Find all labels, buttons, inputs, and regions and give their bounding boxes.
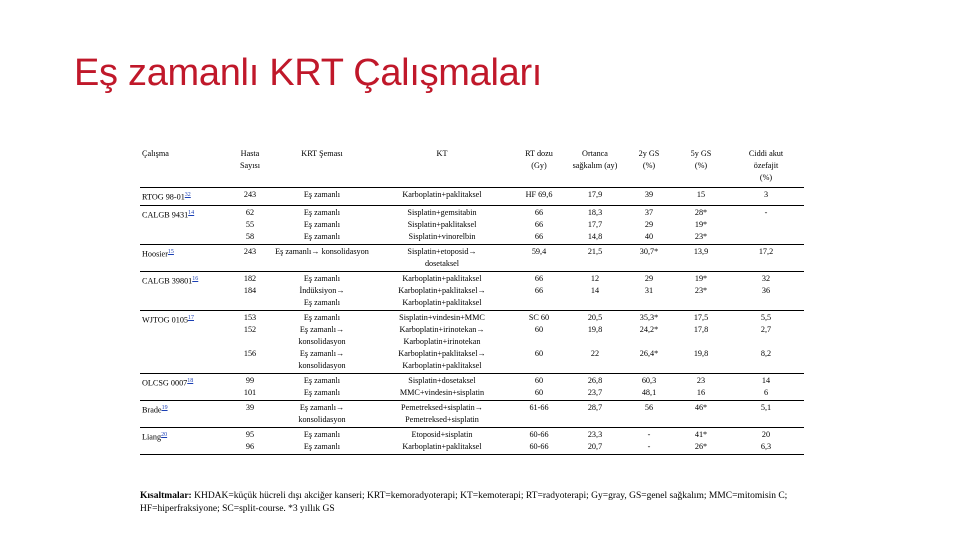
header-line: sağkalım (ay): [572, 161, 618, 170]
cell-value: Eş zamanlı→: [299, 348, 345, 358]
cell-value: Sisplatin+etoposid→: [407, 246, 477, 256]
cell-value: 17,7: [587, 219, 603, 229]
cell-value: Sisplatin+vinorelbin: [408, 231, 476, 241]
cell-value: [229, 336, 271, 348]
cell-value: 18,3: [587, 207, 603, 217]
cell-value: 23: [696, 375, 706, 385]
os-5y-cell: [674, 188, 728, 206]
cell-value: Etoposid+sisplatin: [411, 429, 473, 439]
patients-cell: [228, 427, 272, 454]
header-line: (Gy): [531, 161, 547, 170]
median-survival-cell: [566, 400, 624, 427]
cell-value: Eş zamanlı: [303, 312, 341, 322]
study-name: RTOG 98-01: [142, 192, 185, 202]
cell-value: 61-66: [529, 402, 549, 412]
study-name-cell: [140, 400, 228, 427]
esophagitis-cell: [728, 373, 804, 400]
cell-value: 243: [243, 246, 257, 256]
cell-value: 66: [534, 207, 544, 217]
cell-value: Pemetreksed+sisplatin: [405, 414, 479, 424]
table-row: [140, 400, 804, 427]
esophagitis-cell: [728, 310, 804, 373]
cell-value: 19*: [694, 219, 708, 229]
cell-value: -: [764, 207, 768, 217]
studies-table: [140, 146, 804, 455]
cell-value: 19*: [694, 273, 708, 283]
os-2y-cell: [624, 271, 674, 310]
cell-value: 6,3: [760, 441, 772, 451]
cell-value: Karboplatin+paklitaksel: [402, 441, 482, 451]
cell-value: 59,4: [531, 246, 547, 256]
cell-value: Karboplatin+paklitaksel: [402, 273, 482, 283]
cell-value: 17,8: [693, 324, 709, 334]
cell-value: Eş zamanlı: [303, 207, 341, 217]
rt-dose-cell: [512, 373, 566, 400]
slide-title: Eş zamanlı KRT Çalışmaları: [74, 52, 543, 94]
cell-value: 56: [644, 402, 654, 412]
header-patients: [228, 146, 272, 188]
cell-value: 22: [590, 348, 600, 358]
cell-value: Sisplatin+paklitaksel: [407, 219, 477, 229]
table-row: [140, 244, 804, 271]
header-study: [140, 146, 228, 188]
cell-value: 39: [245, 402, 255, 412]
median-survival-cell: [566, 205, 624, 244]
cell-value: 20,7: [587, 441, 603, 451]
table-row: [140, 188, 804, 206]
cell-value: 60: [534, 324, 544, 334]
header-os-2y: [624, 146, 674, 188]
median-survival-cell: [566, 188, 624, 206]
chemo-cell: [372, 244, 512, 271]
cell-value: MMC+vindesin+sisplatin: [399, 387, 485, 397]
cell-value: 37: [644, 207, 654, 217]
patients-cell: [228, 310, 272, 373]
header-line: KRT Şeması: [301, 149, 343, 158]
schema-cell: [272, 400, 372, 427]
table-row: [140, 271, 804, 310]
rt-dose-cell: [512, 310, 566, 373]
study-name-cell: [140, 310, 228, 373]
cell-value: Eş zamanlı→ konsolidasyon: [275, 246, 369, 256]
schema-cell: [272, 271, 372, 310]
table-header-row: [140, 146, 804, 188]
os-5y-cell: [674, 427, 728, 454]
cell-value: 66: [534, 273, 544, 283]
median-survival-cell: [566, 271, 624, 310]
study-name-cell: [140, 188, 228, 206]
os-5y-cell: [674, 310, 728, 373]
rt-dose-cell: [512, 188, 566, 206]
cell-value: 26,8: [587, 375, 603, 385]
cell-value: 156: [243, 348, 257, 358]
cell-value: 6: [763, 387, 769, 397]
cell-value: 3: [763, 190, 769, 199]
header-line: (%): [694, 161, 708, 170]
chemo-cell: [372, 310, 512, 373]
cell-value: 101: [243, 387, 257, 397]
study-name: WJTOG 0105: [142, 315, 189, 325]
cell-value: Eş zamanlı: [303, 219, 341, 229]
rt-dose-cell: [512, 244, 566, 271]
cell-value: 28*: [694, 207, 708, 217]
cell-value: 17,9: [587, 190, 603, 199]
median-survival-cell: [566, 427, 624, 454]
cell-value: 153: [243, 312, 257, 322]
patients-cell: [228, 244, 272, 271]
esophagitis-cell: [728, 427, 804, 454]
cell-value: 2,7: [760, 324, 772, 334]
cell-value: Eş zamanlı: [303, 273, 341, 283]
rt-dose-cell: [512, 271, 566, 310]
cell-value: 13,9: [693, 246, 709, 256]
cell-value: 23*: [694, 231, 708, 241]
header-chemo: [372, 146, 512, 188]
cell-value: Eş zamanlı→: [299, 324, 345, 334]
cell-value: 23,3: [587, 429, 603, 439]
schema-cell: [272, 427, 372, 454]
esophagitis-cell: [728, 205, 804, 244]
chemo-cell: [372, 400, 512, 427]
patients-cell: [228, 188, 272, 206]
cell-value: 99: [245, 375, 255, 385]
cell-value: 66: [534, 219, 544, 229]
schema-cell: [272, 188, 372, 206]
cell-value: Karboplatin+paklitaksel→: [398, 285, 486, 295]
header-rt-dose: [512, 146, 566, 188]
os-2y-cell: [624, 310, 674, 373]
cell-value: Sisplatin+vindesin+MMC: [399, 312, 485, 322]
cell-value: 19,8: [693, 348, 709, 358]
cell-value: konsolidasyon: [298, 360, 346, 370]
patients-cell: [228, 205, 272, 244]
cell-value: 60-66: [529, 429, 549, 439]
cell-value: Karboplatin+irinotekan: [403, 336, 481, 346]
study-name: Hoosier: [142, 249, 168, 259]
cell-value: 17,2: [758, 246, 774, 256]
cell-value: -: [647, 429, 651, 439]
cell-value: Pemetreksed+sisplatin→: [401, 402, 483, 412]
cell-value: İndüksiyon→: [299, 285, 345, 295]
footnote-lead: Kısaltmalar:: [140, 491, 192, 501]
cell-value: HF 69,6: [525, 190, 553, 199]
cell-value: [729, 336, 803, 348]
cell-value: [625, 336, 673, 348]
table-row: [140, 205, 804, 244]
esophagitis-cell: [728, 271, 804, 310]
chemo-cell: [372, 427, 512, 454]
cell-value: [675, 336, 727, 348]
header-os-5y: [674, 146, 728, 188]
cell-value: Sisplatin+dosetaksel: [408, 375, 476, 385]
header-line: KT: [436, 149, 448, 158]
cell-value: 12: [590, 273, 600, 283]
cell-value: 5,5: [760, 312, 772, 322]
cell-value: 17,5: [693, 312, 709, 322]
cell-value: 29: [644, 219, 654, 229]
cell-value: 26,4*: [639, 348, 659, 358]
cell-value: [513, 336, 565, 348]
cell-value: Eş zamanlı: [303, 231, 341, 241]
reference-link[interactable]: 32: [184, 192, 191, 198]
cell-value: Eş zamanlı: [303, 441, 341, 451]
median-survival-cell: [566, 244, 624, 271]
median-survival-cell: [566, 310, 624, 373]
esophagitis-cell: [728, 188, 804, 206]
reference-link[interactable]: 18: [187, 377, 194, 384]
cell-value: 29: [644, 273, 654, 283]
cell-value: SC 60: [528, 312, 550, 322]
footnote-text: KHDAK=küçük hücreli dışı akciğer kanseri; KRT=kemoradyoterapi; KT=kemoterapi; RT=radyoterapi; Gy=gray, GS=genel sağkalım; MMC=mitomisin C; HF=hiperfraksiyone; SC=split-course. *3 yıllık GS: [140, 491, 788, 514]
os-2y-cell: [624, 188, 674, 206]
cell-value: 21,5: [587, 246, 603, 256]
header-line: (%): [642, 161, 656, 170]
esophagitis-cell: [728, 400, 804, 427]
table-row: [140, 373, 804, 400]
header-line: 5y GS: [690, 149, 712, 158]
study-name: Liang: [142, 432, 162, 442]
header-line: Ciddi akut: [748, 149, 784, 158]
cell-value: konsolidasyon: [298, 336, 346, 346]
chemo-cell: [372, 188, 512, 206]
cell-value: 19,8: [587, 324, 603, 334]
schema-cell: [272, 244, 372, 271]
cell-value: Sisplatin+gemsitabin: [407, 207, 477, 217]
cell-value: 32: [761, 273, 771, 283]
cell-value: 66: [534, 231, 544, 241]
table-row: [140, 427, 804, 454]
schema-cell: [272, 310, 372, 373]
chemo-cell: [372, 205, 512, 244]
cell-value: Karboplatin+paklitaksel: [402, 360, 482, 370]
cell-value: 55: [245, 219, 255, 229]
study-name-cell: [140, 244, 228, 271]
os-2y-cell: [624, 205, 674, 244]
cell-value: 95: [245, 429, 255, 439]
study-name-cell: [140, 271, 228, 310]
cell-value: 58: [245, 231, 255, 241]
os-5y-cell: [674, 400, 728, 427]
header-esophagitis: [728, 146, 804, 188]
schema-cell: [272, 373, 372, 400]
cell-value: 184: [243, 285, 257, 295]
cell-value: 31: [644, 285, 654, 295]
cell-value: 5,1: [760, 402, 772, 412]
header-median-survival: [566, 146, 624, 188]
header-line: Hasta: [240, 149, 260, 158]
cell-value: Karboplatin+irinotekan→: [399, 324, 485, 334]
patients-cell: [228, 400, 272, 427]
cell-value: 24,2*: [639, 324, 659, 334]
table-row: [140, 310, 804, 373]
cell-value: dosetaksel: [424, 258, 460, 268]
header-line: (%): [759, 173, 773, 182]
os-5y-cell: [674, 205, 728, 244]
schema-cell: [272, 205, 372, 244]
cell-value: Karboplatin+paklitaksel→: [398, 348, 486, 358]
os-5y-cell: [674, 244, 728, 271]
rt-dose-cell: [512, 205, 566, 244]
cell-value: 46*: [694, 402, 708, 412]
cell-value: 30,7*: [639, 246, 659, 256]
cell-value: [567, 336, 623, 348]
abbreviations-footnote: [140, 490, 820, 516]
os-2y-cell: [624, 373, 674, 400]
rt-dose-cell: [512, 427, 566, 454]
chemo-cell: [372, 373, 512, 400]
reference-link[interactable]: 19: [161, 404, 168, 411]
cell-value: 14: [761, 375, 771, 385]
cell-value: 26*: [694, 441, 708, 451]
header-line: Sayısı: [239, 161, 261, 170]
os-5y-cell: [674, 373, 728, 400]
patients-cell: [228, 271, 272, 310]
cell-value: Eş zamanlı→: [299, 402, 345, 412]
median-survival-cell: [566, 373, 624, 400]
cell-value: 152: [243, 324, 257, 334]
header-line: özefajit: [753, 161, 779, 170]
reference-link[interactable]: 20: [161, 431, 168, 438]
cell-value: 28,7: [587, 402, 603, 412]
cell-value: 40: [644, 231, 654, 241]
cell-value: Eş zamanlı: [303, 297, 341, 307]
study-name: OLCSG 0007: [142, 378, 188, 388]
chemo-cell: [372, 271, 512, 310]
cell-value: 23*: [694, 285, 708, 295]
patients-cell: [228, 373, 272, 400]
header-line: Çalışma: [142, 149, 169, 158]
cell-value: -: [647, 441, 651, 451]
cell-value: 60: [534, 387, 544, 397]
cell-value: 20: [761, 429, 771, 439]
cell-value: Eş zamanlı: [303, 190, 341, 199]
reference-link[interactable]: 14: [188, 209, 195, 216]
cell-value: 60-66: [529, 441, 549, 451]
cell-value: konsolidasyon: [298, 414, 346, 424]
reference-link[interactable]: 15: [167, 248, 174, 255]
cell-value: 60: [534, 348, 544, 358]
cell-value: Eş zamanlı: [303, 375, 341, 385]
cell-value: 60,3: [641, 375, 657, 385]
cell-value: 96: [245, 441, 255, 451]
os-2y-cell: [624, 400, 674, 427]
study-name-cell: [140, 205, 228, 244]
cell-value: 14,8: [587, 231, 603, 241]
cell-value: Karboplatin+paklitaksel: [402, 190, 482, 199]
cell-value: 62: [245, 207, 255, 217]
os-2y-cell: [624, 244, 674, 271]
cell-value: 15: [696, 190, 706, 199]
os-5y-cell: [674, 271, 728, 310]
cell-value: 182: [243, 273, 257, 283]
cell-value: 14: [590, 285, 600, 295]
rt-dose-cell: [512, 400, 566, 427]
cell-value: 39: [644, 190, 654, 199]
cell-value: 36: [761, 285, 771, 295]
cell-value: 243: [243, 190, 257, 199]
header-schema: [272, 146, 372, 188]
header-line: 2y GS: [638, 149, 660, 158]
cell-value: 16: [696, 387, 706, 397]
study-name-cell: [140, 427, 228, 454]
cell-value: 66: [534, 285, 544, 295]
cell-value: 23,7: [587, 387, 603, 397]
cell-value: 60: [534, 375, 544, 385]
reference-link[interactable]: 17: [188, 314, 195, 321]
cell-value: Eş zamanlı: [303, 387, 341, 397]
study-name: CALGB 9431: [142, 210, 189, 220]
study-name-cell: [140, 373, 228, 400]
cell-value: 8,2: [760, 348, 772, 358]
cell-value: Karboplatin+paklitaksel: [402, 297, 482, 307]
header-line: RT dozu: [525, 149, 553, 158]
esophagitis-cell: [728, 244, 804, 271]
cell-value: Eş zamanlı: [303, 429, 341, 439]
study-name: CALGB 39801: [142, 276, 193, 286]
cell-value: 48,1: [641, 387, 657, 397]
reference-link[interactable]: 16: [192, 275, 199, 282]
cell-value: 41*: [694, 429, 708, 439]
cell-value: 35,3*: [639, 312, 659, 322]
cell-value: 20,5: [587, 312, 603, 322]
table-body: [140, 188, 804, 455]
os-2y-cell: [624, 427, 674, 454]
study-name: Brade: [142, 405, 162, 415]
header-line: Ortanca: [582, 149, 608, 158]
